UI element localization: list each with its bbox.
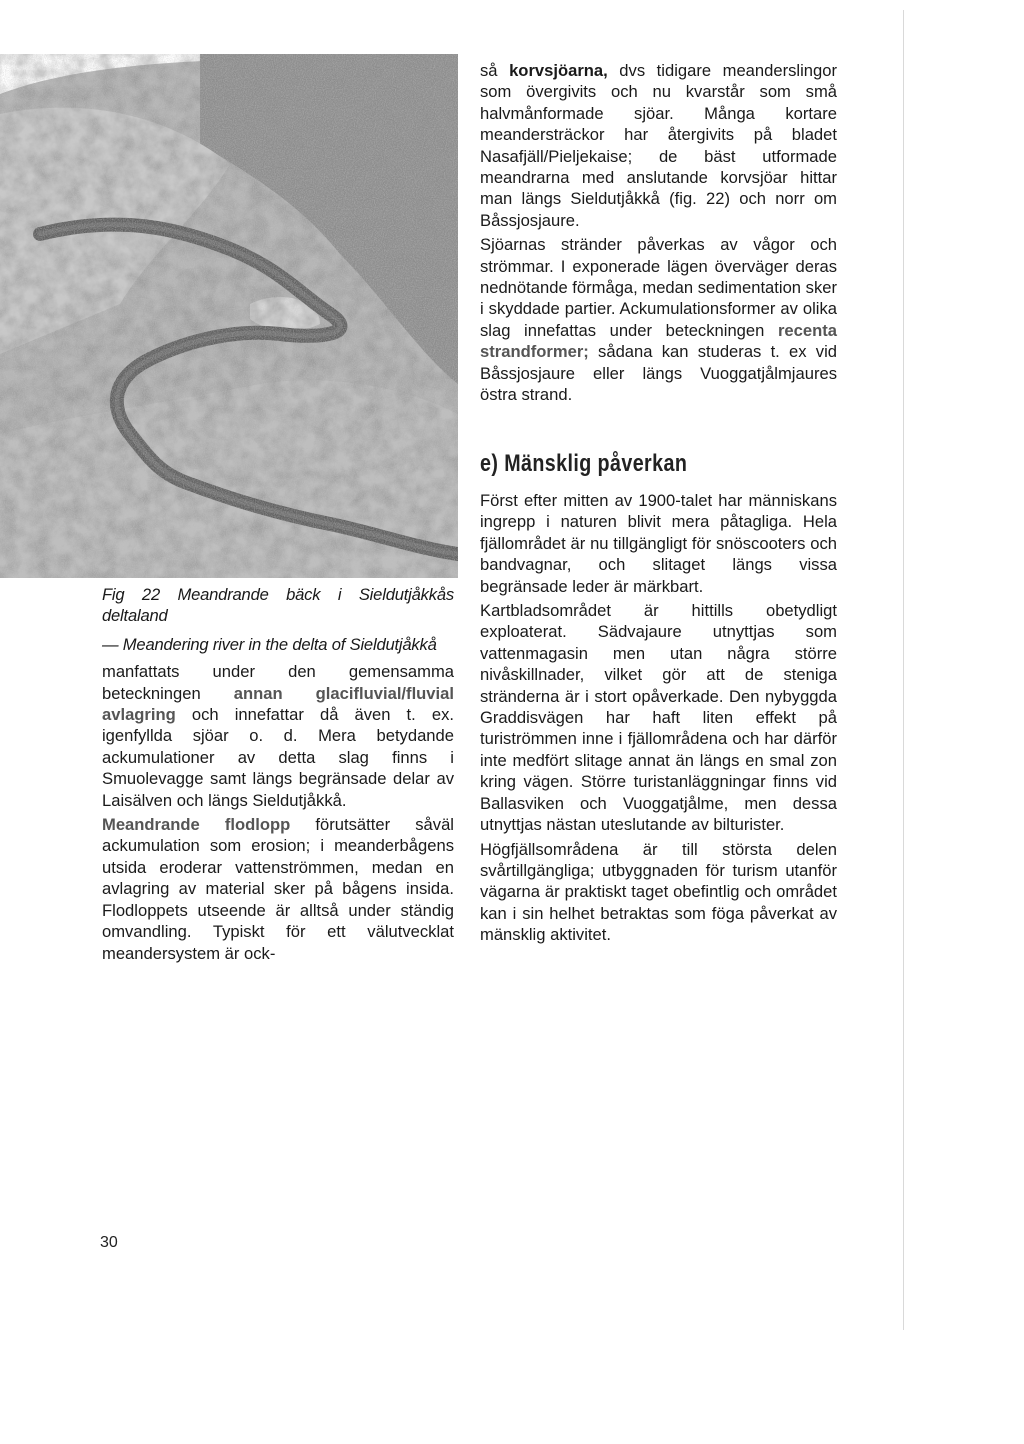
page-number: 30 bbox=[100, 1234, 118, 1251]
term-recenta-strandformer: recenta strandformer; bbox=[480, 320, 837, 362]
figure-caption-sv: Fig 22 Meandrande bäck i Sieldutjåkkås deltaland bbox=[102, 585, 454, 626]
term-meandrande-flodlopp: Meandrande flodlopp bbox=[102, 815, 291, 835]
right-column-lower bbox=[480, 490, 837, 946]
figure-photo bbox=[0, 54, 458, 578]
page-edge-line bbox=[903, 10, 904, 1330]
section-heading: e) Mänsklig påverkan bbox=[480, 450, 688, 477]
left-column bbox=[102, 584, 454, 964]
left-paragraph-2: Meandrande flodlopp förutsätter såväl ackumulation som erosion; i meanderbågens utsida eroderar vattenströmmen, medan en avlagring av material sker på bågens insida. Flodloppets utseende är alltså under ständig omvandling. Typiskt för ett välutvecklat meandersystem är ock- bbox=[102, 815, 454, 963]
meandering-river-photo bbox=[0, 54, 458, 578]
right-paragraph-3: Först efter mitten av 1900-talet har människans ingrepp i naturen blivit mera påtagliga. Hela fjällområdet är nu tillgängligt för snöscooters och bandvagnar, och slitaget längs vissa begränsade leder är märkbart. bbox=[480, 491, 837, 596]
right-paragraph-5: Högfjällsområdena är till största delen svårtillgängliga; utbyggnaden för turism utanför vägarna är praktiskt taget obefintlig och området kan i sin helhet betraktas som föga påverkat av mänsklig aktivitet. bbox=[480, 839, 837, 945]
left-paragraph-1: manfattats under den gemensamma beteckningen annan glacifluvial/fluvial avlagring och innefattar då även t. ex. igenfyllda sjöar o. d. Mera betydande ackumulationer av detta slag finns i Smuolevagge samt längs begränsade delar av Laisälven och längs Sieldutjåkkå. bbox=[102, 662, 454, 810]
term-glacifluvial: annan glacifluvial/fluvial avlagring bbox=[102, 683, 454, 725]
right-paragraph-2: Sjöarnas stränder påverkas av vågor och strömmar. I exponerade lägen överväger deras nednötande förmåga, medan sedimentation sker i skyddade partier. Ackumulationsformer av olika slag innefattas under beteckningen recenta strandformer; sådana kan studeras t. ex vid Båssjosjaure eller längs Vuoggatjålmjaures östra strand. bbox=[480, 235, 837, 405]
figure-caption-en: — Meandering river in the delta of Sieldutjåkkå bbox=[102, 634, 437, 654]
right-paragraph-1: så korvsjöarna, dvs tidigare meanderslingor som övergivits och nu kvarstår som små halvmånformade sjöar. Många kortare meandersträckor har återgivits på bladet Nasafjäll/Pieljekaise; de bäst utformade meandrarna med anslutande korvsjöar hittar man längs Sieldutjåkkå (fig. 22) och norr om Båssjosjaure. bbox=[480, 61, 838, 230]
term-korvsjoarna: korvsjöarna, bbox=[509, 61, 608, 80]
right-paragraph-4: Kartbladsområdet är hittills obetydligt exploaterat. Sädvajaure utnyttjas som vattenmagasin men utan några större nivåskillnader, vilket gör att de steniga stränderna är i stort opåverkade. Den nybyggda Graddisvägen har haft liten effekt på turiströmmen inne i fjällområdena och har därför inte medfört slitage annat än längs en smal zon kring vägen. Större turistanläggningar finns vid Ballasviken och Vuoggatjålme, men dessa utnyttjas nästan uteslutande av bilturister. bbox=[480, 601, 837, 835]
right-column-upper bbox=[480, 60, 837, 406]
